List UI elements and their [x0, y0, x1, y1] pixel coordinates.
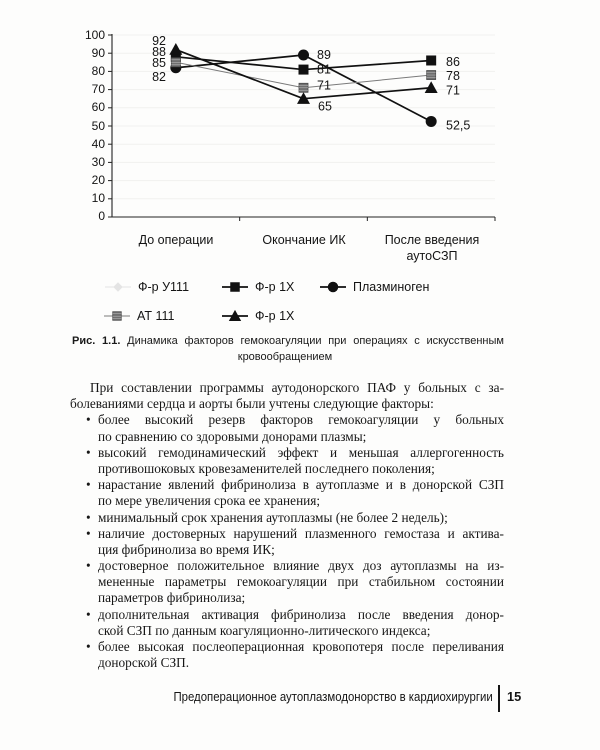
- body-text: [70, 380, 504, 671]
- bullet-icon: •: [86, 639, 91, 654]
- text-line: дополнительная активация фибринолиза после введения донор-: [98, 606, 504, 622]
- factor-list: [70, 412, 504, 671]
- text-line: ской СЗП по данным коагуляционно-литического индекса;: [98, 622, 431, 638]
- text-line: по мере увеличения срока ее хранения;: [98, 493, 321, 509]
- triangle-marker-icon: [425, 81, 438, 93]
- list-item: [70, 510, 504, 526]
- text-line: донорской СЗП.: [98, 655, 190, 671]
- legend-diamond-marker-icon: [104, 280, 132, 294]
- legend-item: [104, 279, 189, 295]
- data-label: 85: [152, 56, 166, 71]
- page-number: 15: [507, 689, 522, 704]
- list-item: [70, 477, 504, 509]
- y-tick-label: 100: [84, 28, 105, 42]
- list-item: [70, 526, 504, 558]
- legend-circle-marker-icon: [319, 280, 347, 294]
- y-tick-label: 20: [91, 172, 105, 187]
- legend-label: Ф-р 1Х: [255, 309, 295, 323]
- legend-label: АТ 111: [137, 309, 175, 323]
- text-line: более высокий резерв факторов гемокоагуляции у больных: [98, 412, 504, 428]
- triangle-marker-icon: [169, 43, 182, 55]
- data-label: 92: [152, 34, 166, 49]
- text-line: ция фибринолиза во время ИК;: [98, 541, 275, 557]
- text-line: параметров фибринолиза;: [98, 590, 246, 606]
- bullet-icon: •: [86, 412, 91, 428]
- data-label: 78: [446, 69, 460, 84]
- series-layer: [152, 34, 470, 132]
- legend-hatched-square-marker-icon: [103, 309, 131, 323]
- list-item: [70, 607, 504, 639]
- running-title: Предоперационное аутоплазмодонорство в кардиохирургии: [173, 689, 493, 704]
- bullet-icon: •: [86, 444, 91, 460]
- x-category-label: Окончание ИК: [262, 233, 346, 247]
- bullet-icon: •: [86, 525, 91, 541]
- caption-line: [72, 333, 504, 349]
- circle-marker-icon: [298, 50, 309, 61]
- data-label: 65: [318, 99, 332, 114]
- bullet-icon: •: [86, 509, 91, 525]
- intro-paragraph: [70, 380, 504, 412]
- x-category-label: После введения аутоСЗП: [384, 233, 480, 263]
- legend-item: [103, 308, 174, 324]
- y-tick-label: 0: [98, 209, 105, 223]
- bullet-icon: •: [86, 558, 91, 574]
- text-line: высокий гемодинамический эффект и меньшая аллергогенность: [98, 444, 504, 460]
- data-label: 86: [446, 55, 460, 70]
- text-line: нарастание явлений фибринолиза в аутоплазме и в донорской СЗП: [98, 477, 504, 493]
- y-tick-label: 60: [91, 100, 105, 115]
- square-marker-icon: [230, 282, 240, 292]
- diamond-marker-icon: [113, 282, 123, 292]
- data-label: 71: [446, 83, 460, 98]
- data-label: 52,5: [446, 118, 471, 133]
- data-label: 89: [317, 48, 331, 63]
- text-line: более высокая послеоперационная кровопотеря после переливания: [98, 639, 504, 654]
- legend-label: Плазминоген: [353, 280, 430, 294]
- list-item: [70, 639, 504, 671]
- axes: [108, 34, 495, 221]
- list-item: [70, 558, 504, 607]
- legend-square-marker-icon: [221, 280, 249, 294]
- square-marker-icon: [299, 65, 309, 75]
- text-line: по сравнению со здоровыми донорами плазмы;: [98, 428, 367, 444]
- legend-label: Ф-р У111: [138, 280, 190, 294]
- bullet-icon: •: [86, 606, 91, 622]
- y-tick-label: 50: [91, 118, 105, 133]
- y-tick-label: 40: [91, 136, 105, 151]
- legend-item: [319, 279, 429, 295]
- text-line: минимальный срок хранения аутоплазмы (не более 2 недель);: [98, 509, 448, 525]
- square-marker-icon: [426, 55, 436, 65]
- figure-caption: [72, 333, 504, 365]
- y-tick-label: 10: [91, 190, 105, 205]
- data-label: 81: [317, 62, 331, 77]
- caption-line: кровообращением: [237, 351, 333, 363]
- caption-label: Рис. 1.1.: [72, 335, 121, 347]
- footer-divider: [498, 685, 500, 712]
- list-item: [70, 412, 504, 444]
- circle-marker-icon: [328, 282, 338, 292]
- caption-text: Динамика факторов гемокоагуляции при операциях с искусственным: [127, 335, 504, 347]
- y-tick-label: 90: [91, 46, 105, 61]
- text-line: противошоковых кровезаменителей последнего поколения;: [98, 460, 435, 476]
- circle-marker-icon: [426, 116, 437, 127]
- text-line: достоверное положительное влияние двух доз аутоплазмы на из-: [98, 558, 504, 574]
- y-tick-label: 80: [91, 64, 105, 79]
- legend-item: [221, 279, 294, 295]
- bullet-icon: •: [86, 477, 91, 493]
- legend-item: [221, 308, 294, 324]
- legend-triangle-marker-icon: [221, 309, 249, 323]
- x-category-label: До операции: [138, 233, 214, 247]
- text-line: болеваниями сердца и аорты были учтены следующие факторы:: [70, 396, 434, 412]
- data-label: 88: [152, 45, 166, 60]
- text-line: мененные параметры гемокоагуляции при стабильном состоянии: [98, 574, 504, 590]
- text-line: При составлении программы аутодонорского ПАФ у больных с за-: [90, 380, 504, 395]
- y-tick-label: 70: [91, 82, 105, 97]
- y-tick-label: 30: [91, 154, 105, 169]
- text-line: наличие достоверных нарушений плазменного гемостаза и актива-: [98, 525, 504, 541]
- list-item: [70, 445, 504, 477]
- data-label: 82: [152, 70, 166, 85]
- data-label: 71: [317, 78, 331, 93]
- legend-label: Ф-р 1Х: [255, 280, 295, 294]
